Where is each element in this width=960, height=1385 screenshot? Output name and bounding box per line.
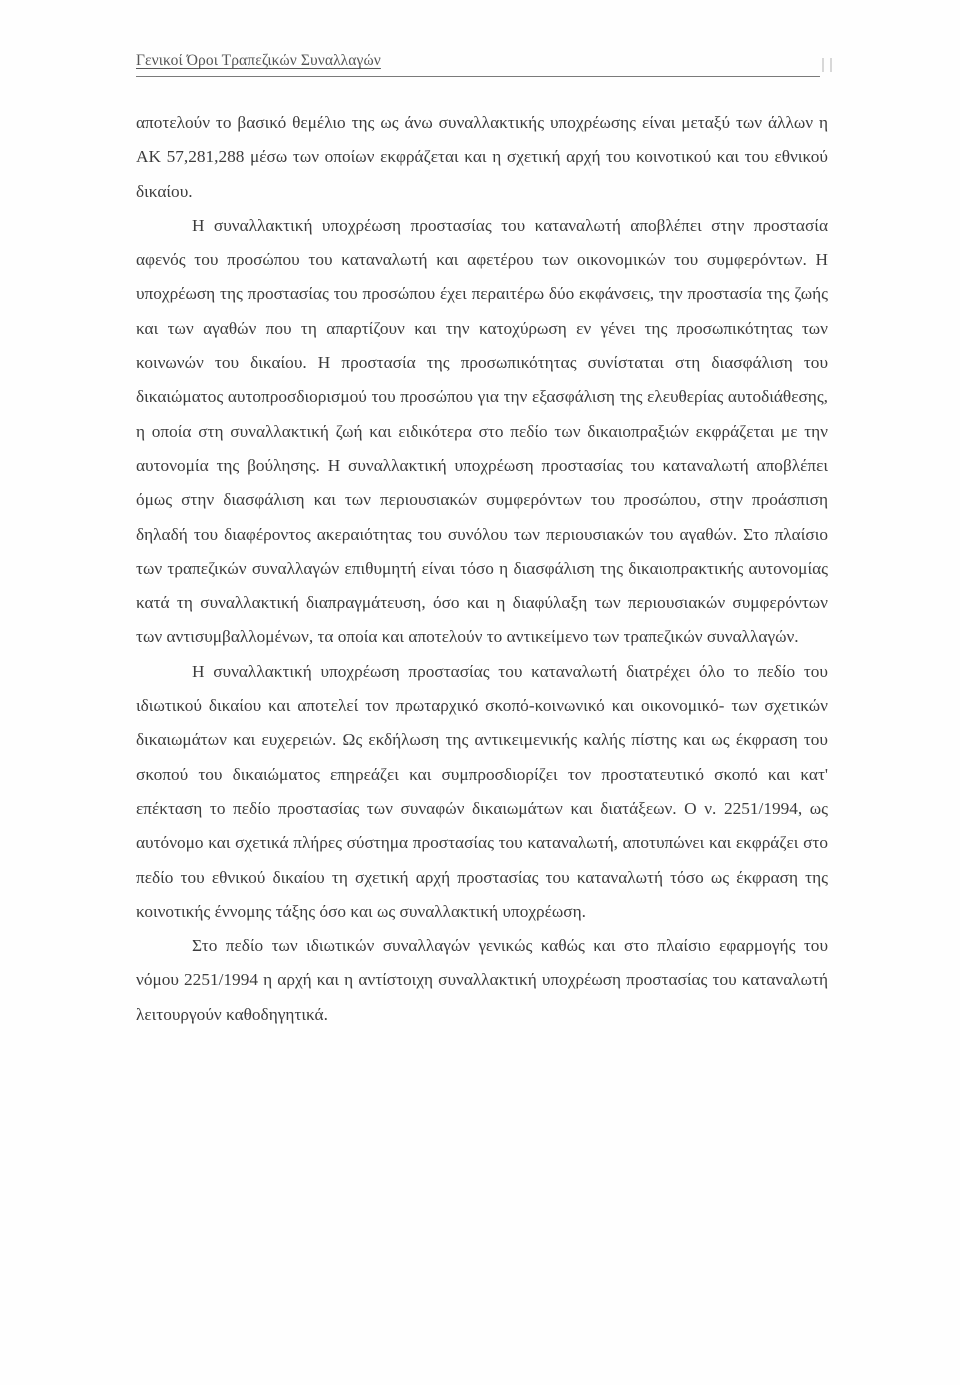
paragraph-1: αποτελούν το βασικό θεμέλιο της ως άνω συναλλακτικής υποχρέωσης είναι μεταξύ των άλλων η ΑΚ 57,281,288 μέσω των οποίων εκφράζεται και η σχετική αρχή του κοινοτικού και του εθνικού δικαίου. [136,113,828,201]
body-text [136,106,828,1032]
paragraph-2: Η συναλλακτική υποχρέωση προστασίας του καταναλωτή αποβλέπει στην προστασία αφενός του προσώπου του καταναλωτή και αφετέρου των οικονομικών του συμφερόντων. Η υποχρέωση της προστασίας του προσώπου έχει περαιτέρω δύο εκφάνσεις, την προστασία της ζωής και των αγαθών που τη απαρτίζουν και την κατοχύρωση εν γένει της προσωπικότητας των κοινωνών του δικαίου. Η προστασία της προσωπικότητας συνίσταται στη διασφάλιση του δικαιώματος αυτοπροσδιορισμού του προσώπου για την εξασφάλιση της ελευθερίας αυτοδιάθεσης, η οποία στη συναλλακτική ζωή και ειδικότερα στο πεδίο των δικαιοπραξιών εκφράζεται με την αυτονομία της βούλησης. Η συναλλακτική υποχρέωση προστασίας του καταναλωτή αποβλέπει όμως στην διασφάλιση και των περιουσιακών συμφερόντων του προσώπου, στην προάσπιση δηλαδή του διαφέροντος ακεραιότητας του συνόλου των περιουσιακών του αγαθών. Στο πλαίσιο των τραπεζικών συναλλαγών επιθυμητή είναι τόσο η διασφάλιση της δικαιοπρακτικής αυτονομίας κατά τη συναλλακτική διαπραγμάτευση, όσο και η διαφύλαξη των περιουσιακών συμφερόντων των αντισυμβαλλομένων, τα οποία και αποτελούν το αντικείμενο των τραπεζικών συναλλαγών. [136,215,828,647]
paragraph-4: Στο πεδίο των ιδιωτικών συναλλαγών γενικώς καθώς και στο πλαίσιο εφαρμογής του νόμου 2251/1994 η αρχή και η αντίστοιχη συναλλακτική υποχρέωση προστασίας του καταναλωτή λειτουργούν καθοδηγητικά. [136,936,828,1024]
paragraph-3: Η συναλλακτική υποχρέωση προστασίας του καταναλωτή διατρέχει όλο το πεδίο του ιδιωτικού δικαίου και αποτελεί τον πρωταρχικό σκοπό-κοινωνικό και οικονομικό- των σχετικών δικαιωμάτων και ευχερειών. Ως εκδήλωση της αντικειμενικής καλής πίστης και ως έκφραση του σκοπού του δικαιώματος επηρεάζει και συμπροσδιορίζει τον προστατευτικό σκοπό και κατ' επέκταση το πεδίο προστασίας των συναφών δικαιωμάτων και διατάξεων. Ο ν. 2251/1994, ως αυτόνομο και σχετικά πλήρες σύστημα προστασίας του καταναλωτή, αποτυπώνει και εκφράζει στο πεδίο του εθνικού δικαίου τη σχετική αρχή προστασίας του καταναλωτή τόσο ως έκφραση της κοινοτικής έννομης τάξης όσο και ως συναλλακτική υποχρέωση. [136,661,828,921]
running-header [136,52,820,77]
running-header-title: Γενικοί Όροι Τραπεζικών Συναλλαγών [136,52,381,69]
scan-mark [822,58,832,72]
